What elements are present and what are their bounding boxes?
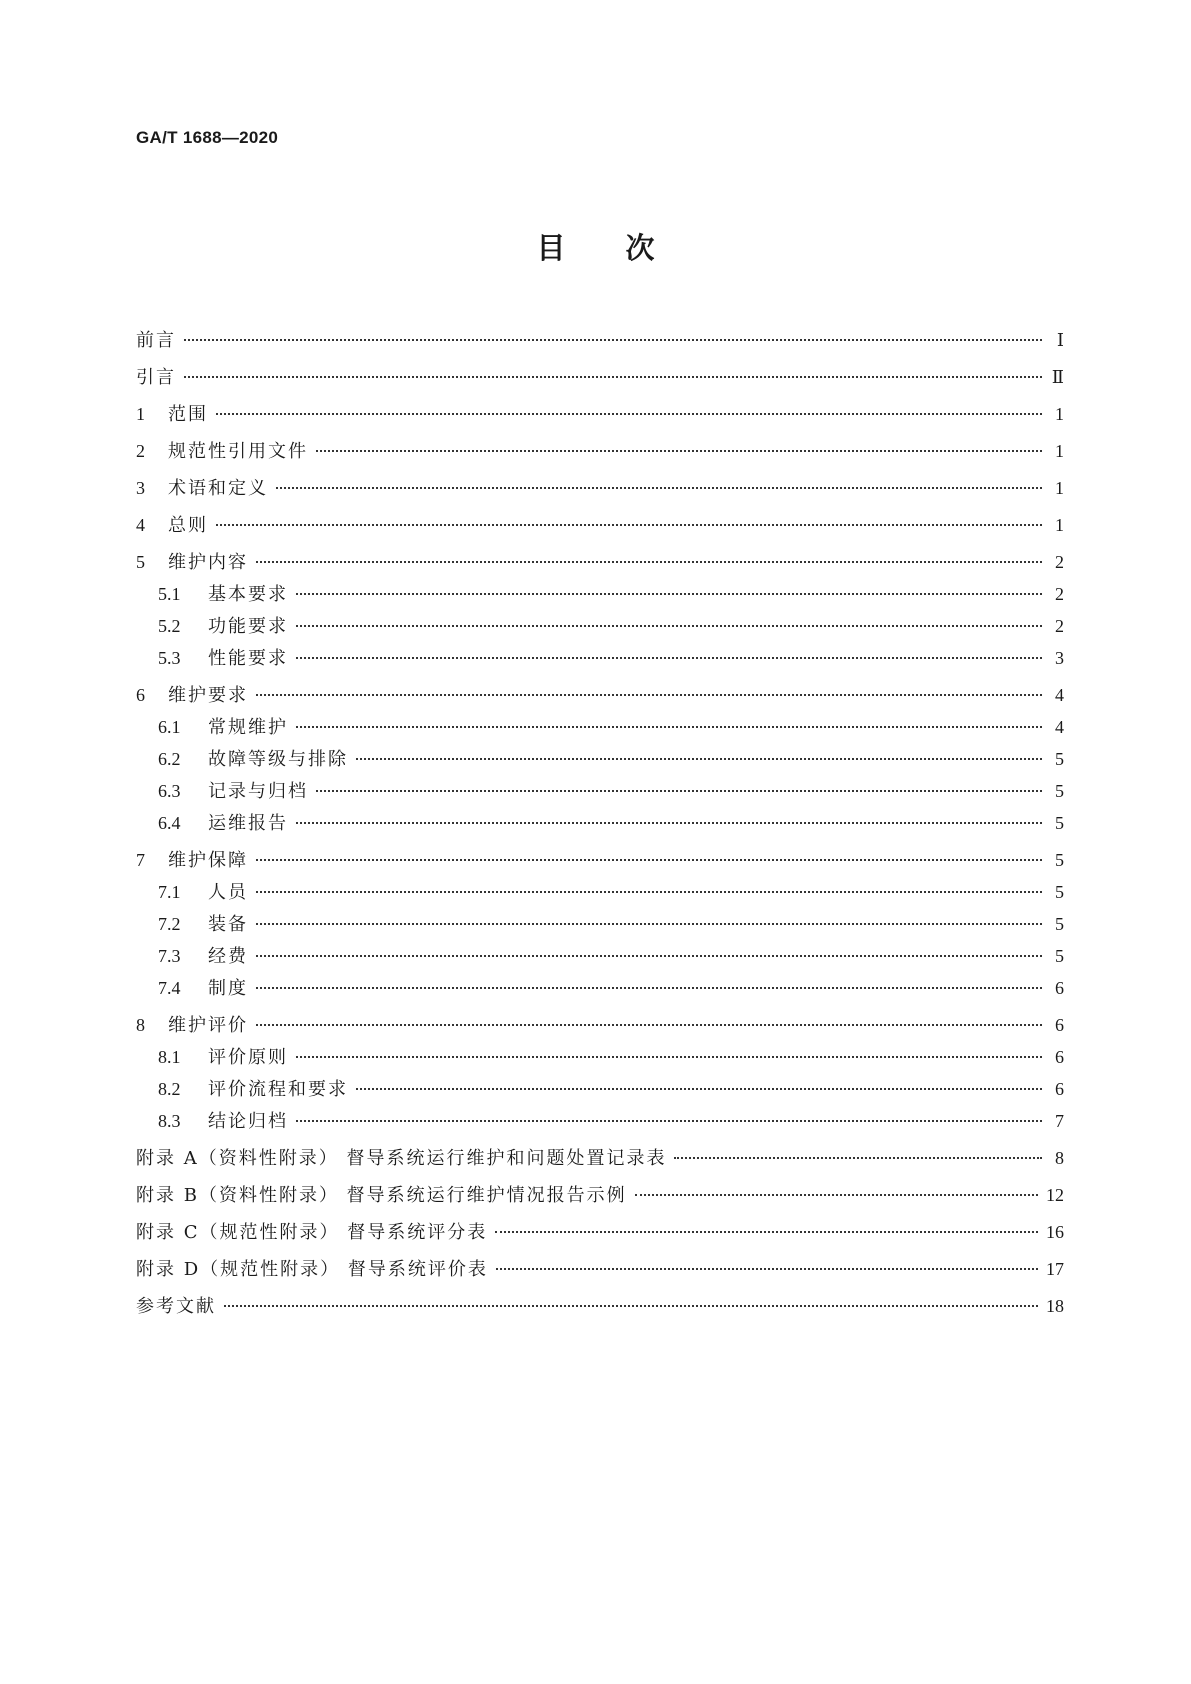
toc-entry[interactable] [136, 878, 1064, 904]
toc-entry-number: 1 [136, 404, 145, 424]
dot-leader [316, 790, 1042, 792]
toc-entry-page: 6 [1055, 1047, 1064, 1067]
toc-entry-page: 5 [1055, 781, 1064, 801]
toc-entry-number: 5.3 [158, 648, 181, 668]
toc-entry-page: 12 [1046, 1185, 1064, 1205]
dot-leader [635, 1194, 1038, 1196]
toc-entry[interactable] [136, 777, 1064, 803]
toc-entry-number: 7.4 [158, 978, 181, 998]
toc-entry[interactable] [136, 363, 1064, 389]
toc-entry-label: 评价原则 [208, 1047, 288, 1068]
dot-leader [674, 1157, 1042, 1159]
toc-entry-label: 范围 [168, 404, 208, 425]
toc-entry-number: 8.1 [158, 1047, 181, 1067]
toc-entry-label: 评价流程和要求 [208, 1079, 348, 1100]
toc-entry-label: 前言 [136, 330, 176, 351]
toc-entry-page: 18 [1046, 1296, 1064, 1316]
toc-entry-page: 1 [1055, 441, 1064, 461]
toc-entry-page: 4 [1055, 685, 1064, 705]
toc-entry-number: 7.2 [158, 914, 181, 934]
dot-leader [276, 487, 1042, 489]
toc-entry-label: 装备 [208, 914, 248, 935]
toc-entry-label: 引言 [136, 367, 176, 388]
toc-entry[interactable] [136, 681, 1064, 707]
toc-entry-page: 5 [1055, 749, 1064, 769]
dot-leader [296, 1056, 1042, 1058]
toc-entry-page: 2 [1055, 552, 1064, 572]
toc-entry-label: 术语和定义 [168, 478, 268, 499]
toc-entry-page: 5 [1055, 882, 1064, 902]
toc-entry[interactable] [136, 400, 1064, 426]
toc-entry-label: 结论归档 [208, 1111, 288, 1132]
toc-entry-label: 维护内容 [168, 552, 248, 573]
toc-entry-label: 附录 D（规范性附录） 督导系统评价表 [136, 1259, 488, 1280]
toc-entry-page: 17 [1046, 1259, 1064, 1279]
toc-entry[interactable] [136, 1255, 1064, 1281]
toc-entry[interactable] [136, 474, 1064, 500]
standard-code: GA/T 1688—2020 [136, 128, 279, 147]
toc-entry[interactable] [136, 511, 1064, 537]
toc-entry-label: 总则 [168, 515, 208, 536]
dot-leader [296, 625, 1042, 627]
dot-leader [495, 1231, 1038, 1233]
toc-entry-number: 5.2 [158, 616, 181, 636]
dot-leader [256, 694, 1042, 696]
toc-entry-label: 附录 A（资料性附录） 督导系统运行维护和问题处置记录表 [136, 1148, 667, 1169]
toc-entry[interactable] [136, 910, 1064, 936]
dot-leader [356, 1088, 1042, 1090]
dot-leader [296, 593, 1042, 595]
toc-entry-number: 6.4 [158, 813, 181, 833]
table-of-contents [136, 326, 1064, 1318]
dot-leader [256, 955, 1042, 957]
toc-entry-number: 6.1 [158, 717, 181, 737]
toc-entry-page: 6 [1055, 1079, 1064, 1099]
toc-entry-page: 6 [1055, 978, 1064, 998]
toc-entry-label: 运维报告 [208, 813, 288, 834]
toc-entry-number: 6.2 [158, 749, 181, 769]
toc-entry-number: 4 [136, 515, 145, 535]
dot-leader [256, 923, 1042, 925]
toc-entry-page: Ⅰ [1056, 330, 1064, 350]
toc-entry[interactable] [136, 437, 1064, 463]
toc-entry[interactable] [136, 580, 1064, 606]
toc-entry-label: 维护要求 [168, 685, 248, 706]
dot-leader [256, 561, 1042, 563]
toc-entry-label: 附录 B（资料性附录） 督导系统运行维护情况报告示例 [136, 1185, 627, 1206]
toc-entry-page: 1 [1055, 478, 1064, 498]
toc-entry-page: 5 [1055, 850, 1064, 870]
dot-leader [184, 339, 1042, 341]
toc-entry[interactable] [136, 612, 1064, 638]
toc-entry-number: 5 [136, 552, 145, 572]
toc-entry-number: 7 [136, 850, 145, 870]
toc-entry-label: 故障等级与排除 [208, 749, 348, 770]
dot-leader [224, 1305, 1038, 1307]
toc-entry-page: 1 [1055, 404, 1064, 424]
dot-leader [356, 758, 1042, 760]
dot-leader [296, 657, 1042, 659]
toc-entry[interactable] [136, 942, 1064, 968]
dot-leader [296, 822, 1042, 824]
toc-entry[interactable] [136, 1107, 1064, 1133]
toc-entry-label: 参考文献 [136, 1296, 216, 1317]
toc-entry-page: 7 [1055, 1111, 1064, 1131]
toc-entry-number: 5.1 [158, 584, 181, 604]
dot-leader [256, 891, 1042, 893]
dot-leader [296, 1120, 1042, 1122]
dot-leader [184, 376, 1042, 378]
toc-entry-number: 6.3 [158, 781, 181, 801]
toc-entry-label: 维护保障 [168, 850, 248, 871]
toc-entry-label: 基本要求 [208, 584, 288, 605]
toc-entry-page: 5 [1055, 813, 1064, 833]
toc-entry[interactable] [136, 846, 1064, 872]
toc-entry-label: 常规维护 [208, 717, 288, 738]
toc-entry-page: 4 [1055, 717, 1064, 737]
dot-leader [256, 859, 1042, 861]
dot-leader [316, 450, 1042, 452]
toc-entry-label: 人员 [208, 882, 248, 903]
dot-leader [256, 987, 1042, 989]
toc-entry-page: 2 [1055, 616, 1064, 636]
toc-entry[interactable] [136, 1043, 1064, 1069]
toc-entry-page: Ⅱ [1051, 367, 1064, 387]
toc-entry-number: 8.3 [158, 1111, 181, 1131]
toc-entry-number: 8.2 [158, 1079, 181, 1099]
toc-entry-page: 16 [1046, 1222, 1064, 1242]
toc-entry-page: 5 [1055, 946, 1064, 966]
dot-leader [496, 1268, 1038, 1270]
toc-entry-page: 5 [1055, 914, 1064, 934]
toc-entry-page: 6 [1055, 1015, 1064, 1035]
toc-entry-number: 2 [136, 441, 145, 461]
toc-entry[interactable] [136, 548, 1064, 574]
toc-entry-label: 性能要求 [208, 648, 288, 669]
toc-entry[interactable] [136, 326, 1064, 352]
toc-entry-number: 7.3 [158, 946, 181, 966]
toc-entry[interactable] [136, 809, 1064, 835]
toc-entry-number: 7.1 [158, 882, 181, 902]
toc-entry-label: 制度 [208, 978, 248, 999]
toc-entry-label: 附录 C（规范性附录） 督导系统评分表 [136, 1222, 488, 1243]
toc-entry[interactable] [136, 1075, 1064, 1101]
toc-entry-label: 维护评价 [168, 1015, 248, 1036]
dot-leader [216, 413, 1042, 415]
toc-entry[interactable] [136, 1218, 1064, 1244]
toc-entry[interactable] [136, 1181, 1064, 1207]
toc-entry-page: 3 [1055, 648, 1064, 668]
toc-entry-page: 2 [1055, 584, 1064, 604]
toc-entry-label: 记录与归档 [208, 781, 308, 802]
page-title: 目次 [536, 231, 715, 265]
toc-entry-label: 规范性引用文件 [168, 441, 308, 462]
toc-entry[interactable] [136, 644, 1064, 670]
toc-entry-number: 3 [136, 478, 145, 498]
toc-entry[interactable] [136, 1292, 1064, 1318]
toc-entry-page: 8 [1055, 1148, 1064, 1168]
toc-entry-label: 功能要求 [208, 616, 288, 637]
dot-leader [256, 1024, 1042, 1026]
toc-entry-number: 6 [136, 685, 145, 705]
toc-entry-label: 经费 [208, 946, 248, 967]
toc-entry[interactable] [136, 713, 1064, 739]
toc-entry[interactable] [136, 1144, 1064, 1170]
toc-entry-page: 1 [1055, 515, 1064, 535]
dot-leader [216, 524, 1042, 526]
dot-leader [296, 726, 1042, 728]
toc-entry[interactable] [136, 745, 1064, 771]
toc-entry[interactable] [136, 1011, 1064, 1037]
toc-entry-number: 8 [136, 1015, 145, 1035]
toc-entry[interactable] [136, 974, 1064, 1000]
